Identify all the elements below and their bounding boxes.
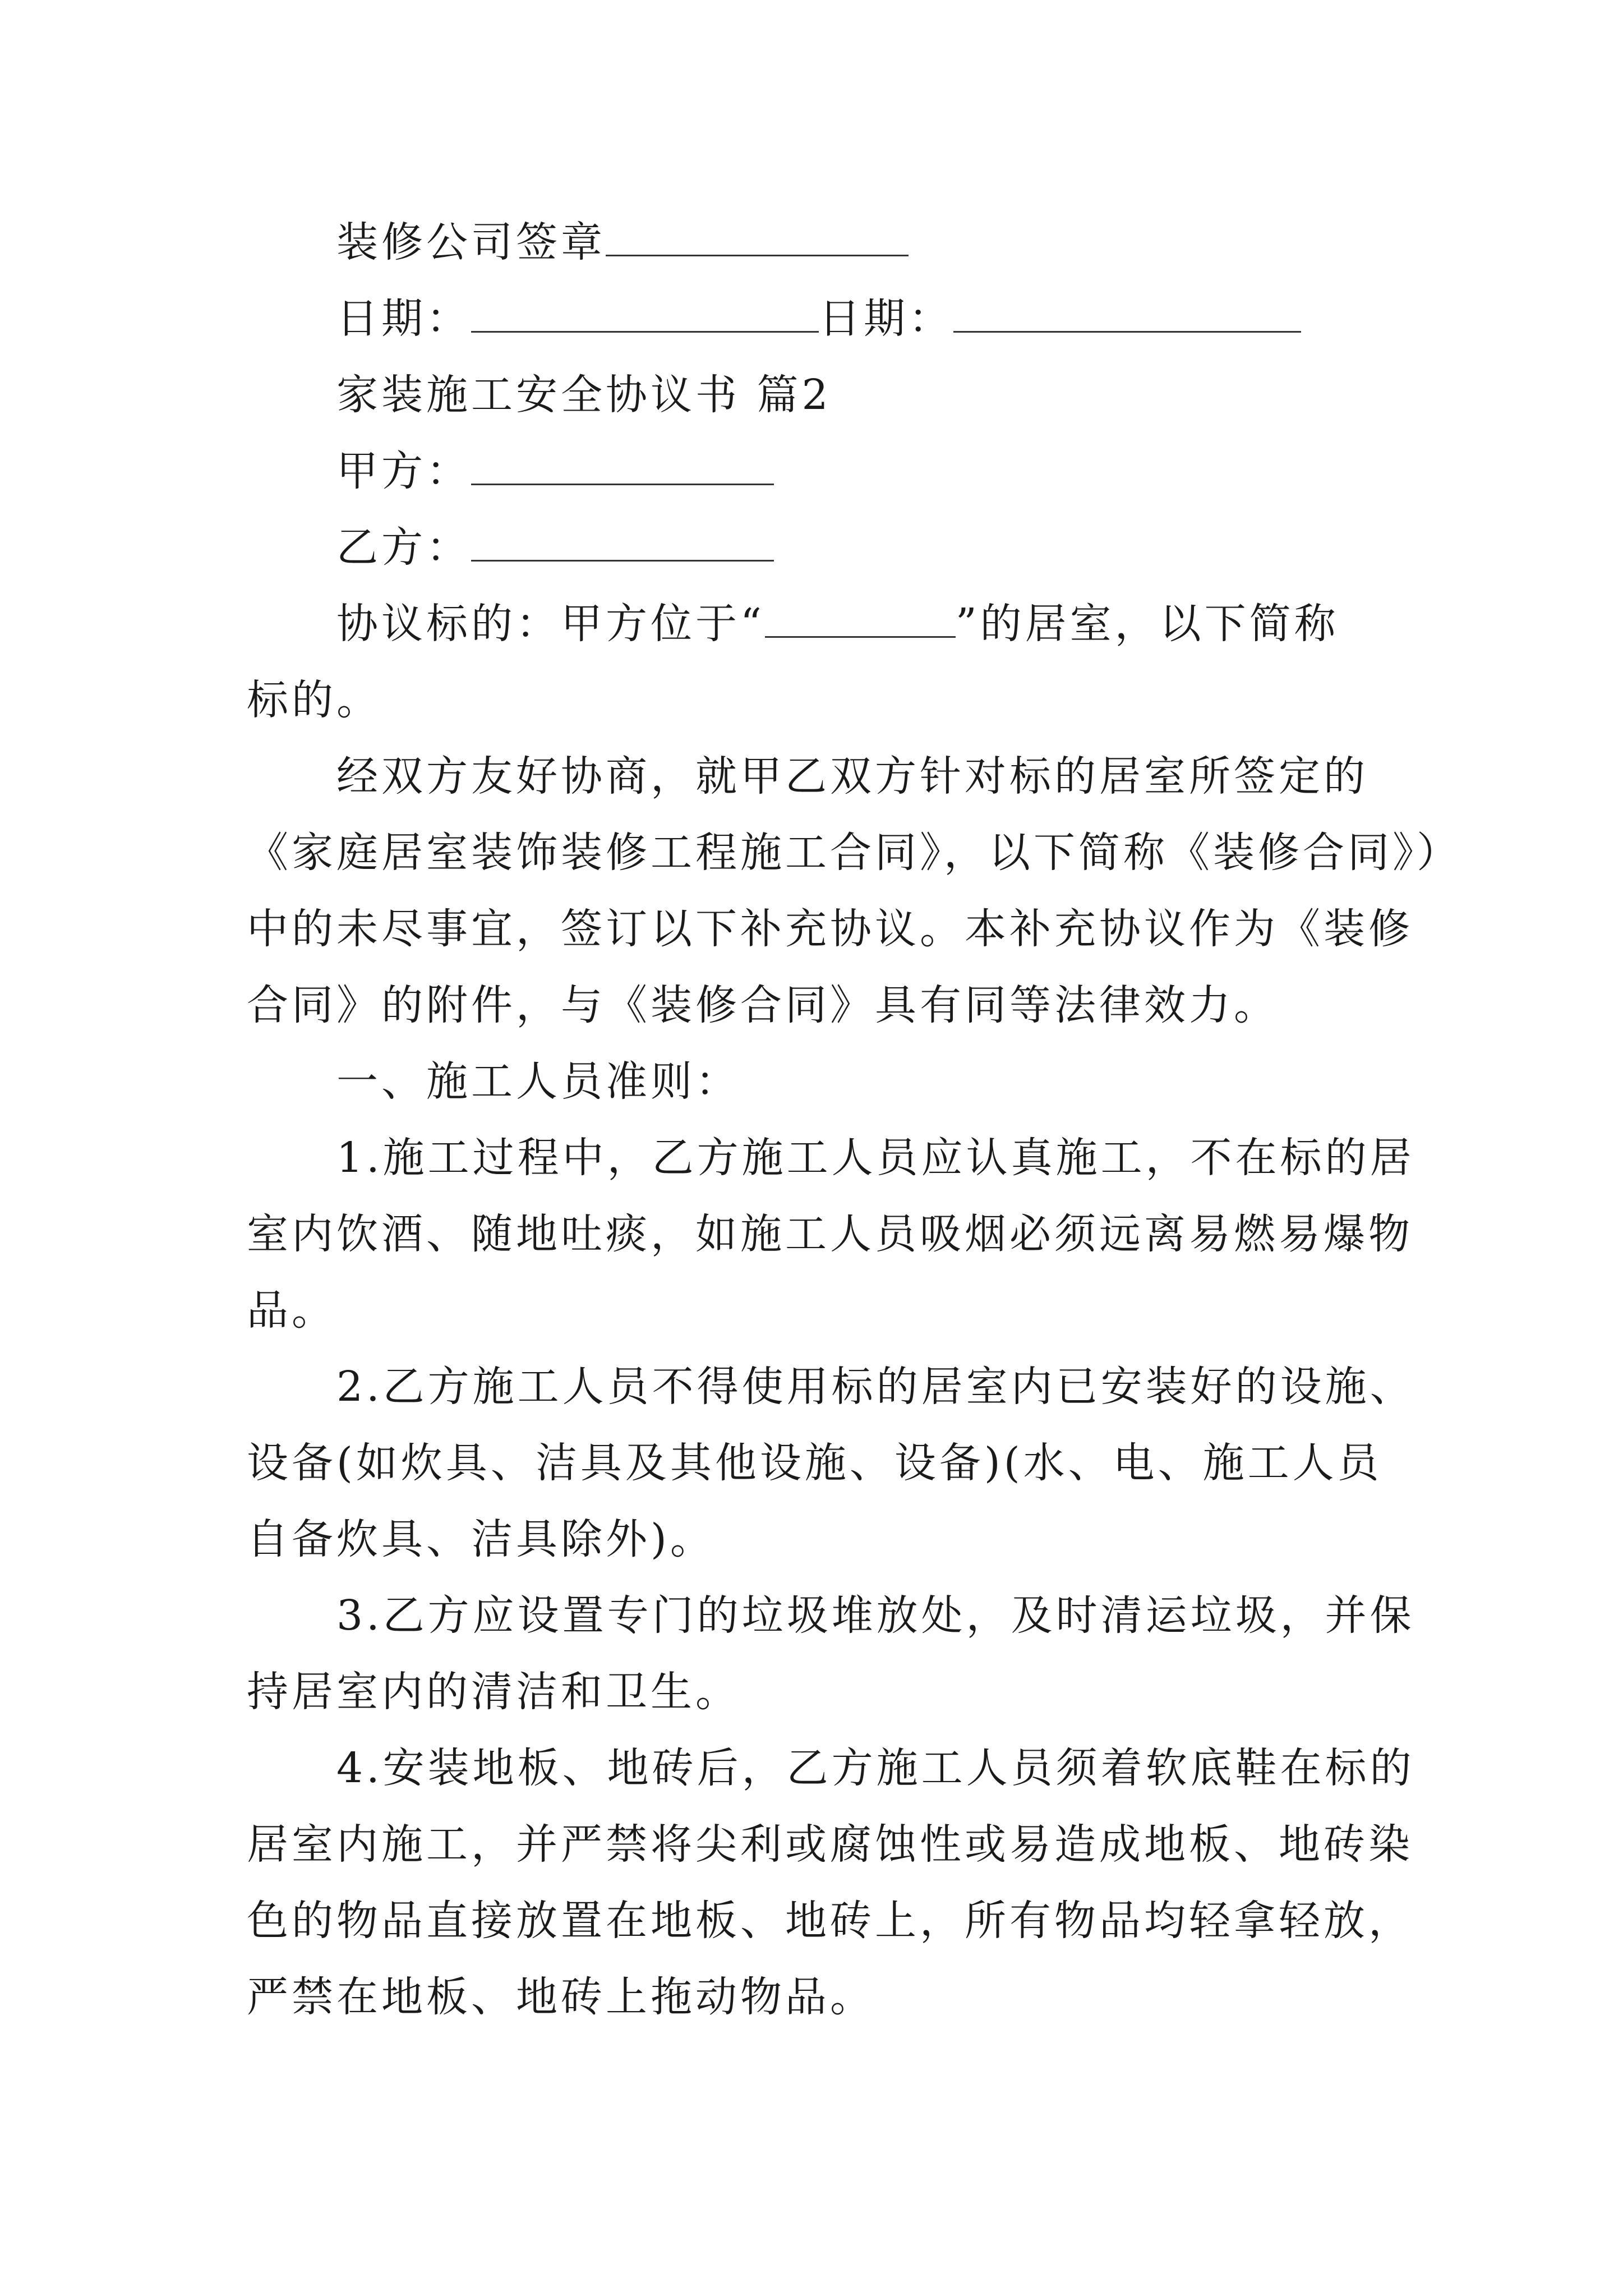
rule-3-line: 持居室内的清洁和卫生。	[247, 1668, 740, 1716]
party-a-blank	[471, 451, 774, 485]
date-blank-2	[953, 298, 1301, 333]
rule-1-line: 品。	[247, 1286, 336, 1335]
date-label-2: 日期：	[819, 295, 953, 343]
rule-2-line: 自备炊具、洁具除外)。	[247, 1515, 715, 1563]
date-blank-1	[471, 298, 819, 333]
intro-line: 中的未尽事宜，签订以下补充协议。本补充协议作为《装修	[247, 905, 1413, 953]
object-line-2: 标的。	[247, 676, 381, 724]
object-line-1	[336, 601, 1339, 646]
intro-line: 《家庭居室装饰装修工程施工合同》，以下简称《装修合同》）	[247, 829, 1461, 877]
object-text-b: ”的居室，以下简称	[955, 600, 1339, 648]
company-seal-label: 装修公司签章	[336, 218, 606, 266]
date-label-1: 日期：	[336, 295, 471, 343]
party-b-line	[336, 525, 774, 570]
party-a-label: 甲方：	[336, 447, 471, 495]
rule-2-line: 设备(如炊具、洁具及其他设施、设备)(水、电、施工人员	[247, 1439, 1382, 1487]
intro-line: 合同》的附件，与《装修合同》具有同等法律效力。	[247, 981, 1279, 1029]
section-title: 家装施工安全协议书 篇2	[336, 371, 832, 419]
rule-4-line: 4.安装地板、地砖后，乙方施工人员须着软底鞋在标的	[336, 1744, 1415, 1792]
party-a-line	[336, 449, 774, 494]
rule-1-line: 室内饮酒、随地吐痰，如施工人员吸烟必须远离易燃易爆物	[247, 1210, 1413, 1258]
company-seal-line	[336, 220, 909, 265]
date-line	[336, 296, 1301, 341]
rule-4-line: 严禁在地板、地砖上拖动物品。	[247, 1973, 875, 2021]
company-seal-blank	[606, 222, 909, 256]
rule-1-line: 1.施工过程中，乙方施工人员应认真施工，不在标的居	[336, 1134, 1415, 1182]
rule-4-line: 色的物品直接放置在地板、地砖上，所有物品均轻拿轻放，	[247, 1897, 1413, 1945]
party-b-blank	[471, 527, 774, 562]
rule-4-line: 居室内施工，并严禁将尖利或腐蚀性或易造成地板、地砖染	[247, 1820, 1413, 1869]
rule-2-line: 2.乙方施工人员不得使用标的居室内已安装好的设施、	[336, 1363, 1415, 1411]
intro-line: 经双方友好协商，就甲乙双方针对标的居室所签定的	[336, 752, 1368, 800]
chapter-1-title: 一、施工人员准则：	[336, 1057, 740, 1106]
object-text-a: 协议标的：甲方位于“	[336, 600, 765, 648]
party-b-label: 乙方：	[336, 523, 471, 572]
rule-3-line: 3.乙方应设置专门的垃圾堆放处，及时清运垃圾，并保	[336, 1591, 1415, 1640]
object-address-blank	[765, 604, 956, 638]
